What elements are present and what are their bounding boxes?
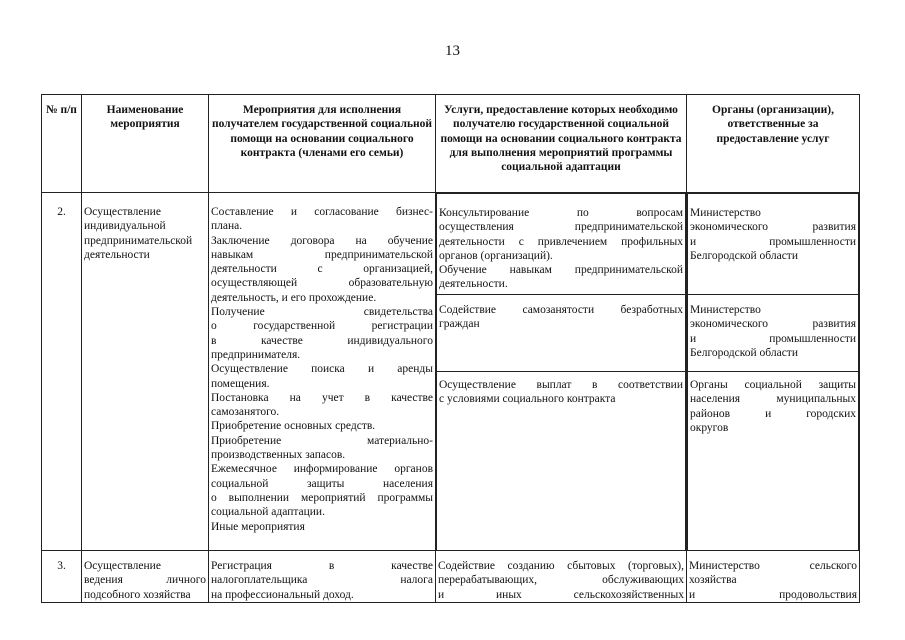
services-table [41,94,860,603]
page-number: 13 [445,43,460,59]
text-line: Приобретение основных средств. [211,420,376,433]
text-line: Министерство [690,207,761,219]
text-line: деятельность, и его прохождение. [211,291,377,304]
text-line: и промышленности [690,332,856,345]
text-line: Заключение договора на обучение [211,234,433,247]
text-line: Составление и согласование бизнес- [211,206,433,218]
text-line: социальной адаптации. [211,506,325,519]
text-line: производственных запасов. [211,449,346,462]
text-line: помещения. [211,377,270,390]
text-line: Осуществление выплат в соответствии [439,379,683,391]
text-line: Постановка на учет в качестве [211,391,433,404]
text-line: Министерство сельского [689,560,857,572]
text-line: Органы социальной защиты [690,379,856,391]
text-line: деятельности с привлечением профильных [439,235,683,248]
text-line: подсобного хозяйства [84,588,191,601]
text-line: плана. [211,220,243,233]
text-line: с условиями социального контракта [439,393,616,406]
text-line: перерабатывающих, обслуживающих [438,574,684,587]
row-name [82,551,209,603]
row-measures [209,551,436,603]
text-line: индивидуальной [84,220,166,233]
row-measures [209,193,436,551]
orgs-subtable [687,193,859,550]
text-line: хозяйства [689,574,737,587]
row-orgs [687,551,860,603]
services-subtable [436,193,686,550]
text-line: осуществляющей образовательную [211,277,433,290]
text-line: предпринимателя. [211,348,301,361]
text-line: Обучение навыкам предпринимательской [439,264,683,277]
header-measures: Мероприятия для исполнения получателем государственной социальной помощи на основании социального контракта (членами его семьи) [209,95,436,193]
text-line: осуществления предпринимательской [439,221,683,234]
text-line: экономического развития [690,221,856,234]
header-row [42,95,860,193]
text-line: районов и городских [690,407,856,420]
org-item [688,295,859,372]
text-line: Консультирование по вопросам [439,207,683,219]
org-item [688,372,859,551]
header-orgs: Органы (организации), ответственные за предоставление услуг [687,95,860,193]
text-line: Осуществление поиска и аренды [211,363,433,376]
row-services [436,193,687,551]
text-line: округов [690,421,729,434]
text-line: органов (организаций). [439,249,553,262]
text-line: в качестве индивидуального [211,334,433,347]
text-line: Приобретение материально- [211,434,433,447]
text-line: и продовольствия [689,588,857,601]
text-line: Содействие самозанятости безработных [439,304,683,316]
header-services: Услуги, предоставление которых необходимо получателю государственной социальной помощи на основании социального контракта для выполнения мероприятий программы социальной адаптации [436,95,687,193]
text-line: Осуществление [84,560,161,572]
text-line: о государственной регистрации [211,320,433,333]
text-line: деятельности. [439,278,508,291]
table-row [42,193,860,551]
row-number: 3. [42,551,82,603]
text-line: Иные мероприятия [211,520,305,533]
org-item [688,194,859,295]
header-name: Наименование мероприятия [82,95,209,193]
text-line: Осуществление [84,206,161,218]
service-item [437,295,686,372]
text-line: о выполнении мероприятий программы [211,491,433,504]
text-line: деятельности с организацией, [211,263,433,276]
text-line: Содействие созданию сбытовых (торговых), [438,560,684,572]
text-line: ведения личного [84,574,206,587]
text-line: социальной защиты населения [211,477,433,490]
service-item [437,372,686,551]
text-line: и промышленности [690,235,856,248]
row-orgs [687,193,860,551]
text-line: Министерство [690,304,761,316]
service-item [437,194,686,295]
row-services [436,551,687,603]
text-line: Белгородской области [690,249,798,262]
text-line: предпринимательской [84,234,193,247]
text-line: Получение свидетельства [211,306,433,319]
text-line: навыкам предпринимательской [211,248,433,261]
text-line: и иных сельскохозяйственных [438,588,684,601]
header-num: № п/п [42,95,82,193]
text-line: налогоплательщика налога [211,574,433,587]
text-line: на профессиональный доход. [211,588,354,601]
text-line: деятельности [84,248,150,261]
table-row [42,551,860,603]
text-line: экономического развития [690,318,856,331]
row-name [82,193,209,551]
row-number: 2. [42,193,82,551]
text-line: населения муниципальных [690,393,856,406]
text-line: Регистрация в качестве [211,560,433,572]
text-line: самозанятого. [211,406,280,419]
text-line: граждан [439,318,480,331]
text-line: Белгородской области [690,346,798,359]
text-line: Ежемесячное информирование органов [211,463,433,476]
